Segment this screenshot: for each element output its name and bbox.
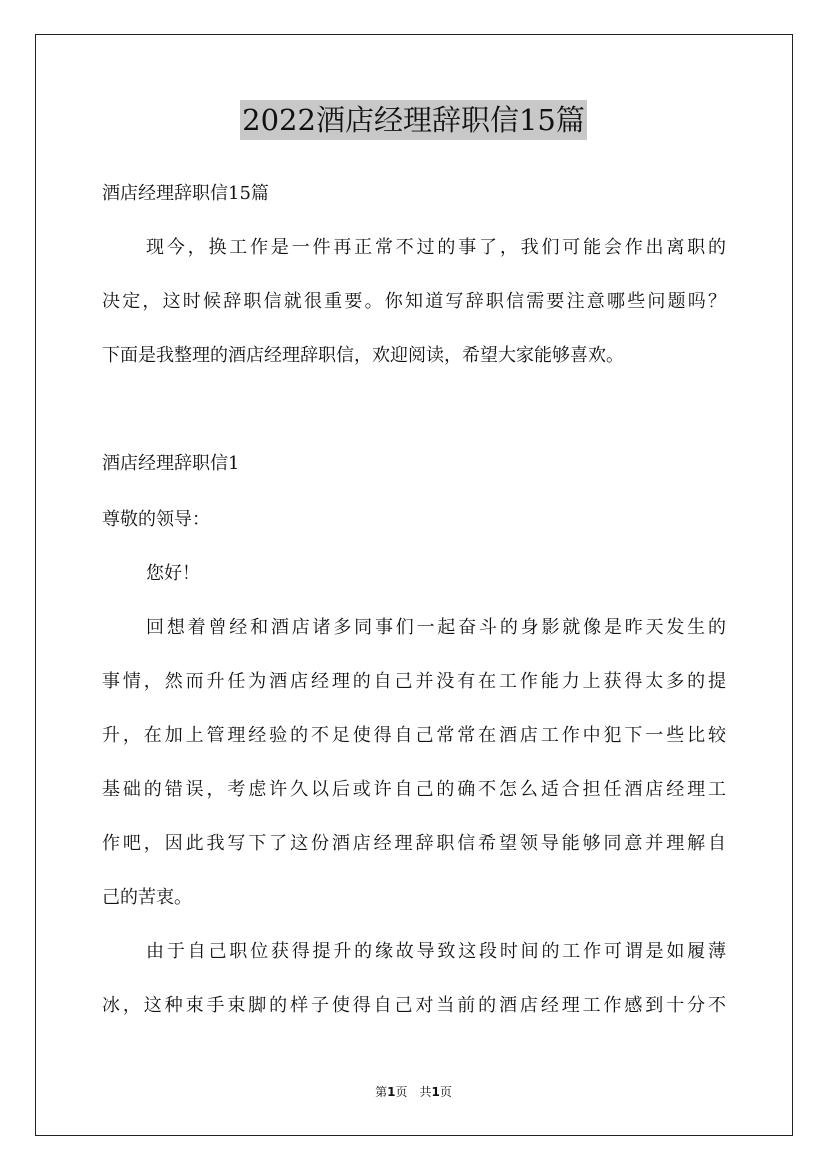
page-footer <box>0 1084 827 1100</box>
footer-prefix: 第 <box>375 1085 388 1099</box>
body-line-3: 升，在加上管理经验的不足使得自己常常在酒店工作中犯下一些比较 <box>102 725 726 746</box>
title-container <box>0 100 827 140</box>
letter-heading: 酒店经理辞职信1 <box>102 453 240 474</box>
document-title: 2022酒店经理辞职信15篇 <box>240 100 587 140</box>
intro-line-2: 决定，这时候辞职信就很重要。你知道写辞职信需要注意哪些问题吗？ <box>102 291 726 312</box>
footer-suffix: 页 <box>439 1085 452 1099</box>
greeting: 您好！ <box>146 563 200 584</box>
footer-mid: 页 共 <box>395 1085 432 1099</box>
body-line-5: 作吧，因此我写下了这份酒店经理辞职信希望领导能够同意并理解自 <box>102 833 726 854</box>
body-line-6: 己的苦衷。 <box>102 887 192 908</box>
body-line-4: 基础的错误，考虑许久以后或许自己的确不怎么适合担任酒店经理工 <box>102 779 726 800</box>
intro-line-1: 现今，换工作是一件再正常不过的事了，我们可能会作出离职的 <box>146 237 726 258</box>
body-line-8: 冰，这种束手束脚的样子使得自己对当前的酒店经理工作感到十分不 <box>102 995 726 1016</box>
subtitle-line: 酒店经理辞职信15篇 <box>102 183 269 204</box>
footer-total-pages: 1 <box>431 1085 440 1099</box>
salutation: 尊敬的领导： <box>102 509 210 530</box>
body-line-7: 由于自己职位获得提升的缘故导致这段时间的工作可谓是如履薄 <box>146 941 726 962</box>
body-line-1: 回想着曾经和酒店诸多同事们一起奋斗的身影就像是昨天发生的 <box>146 617 726 638</box>
intro-line-3: 下面是我整理的酒店经理辞职信，欢迎阅读，希望大家能够喜欢。 <box>102 345 624 366</box>
body-line-2: 事情，然而升任为酒店经理的自己并没有在工作能力上获得太多的提 <box>102 671 726 692</box>
footer-page-number: 1 <box>387 1085 396 1099</box>
